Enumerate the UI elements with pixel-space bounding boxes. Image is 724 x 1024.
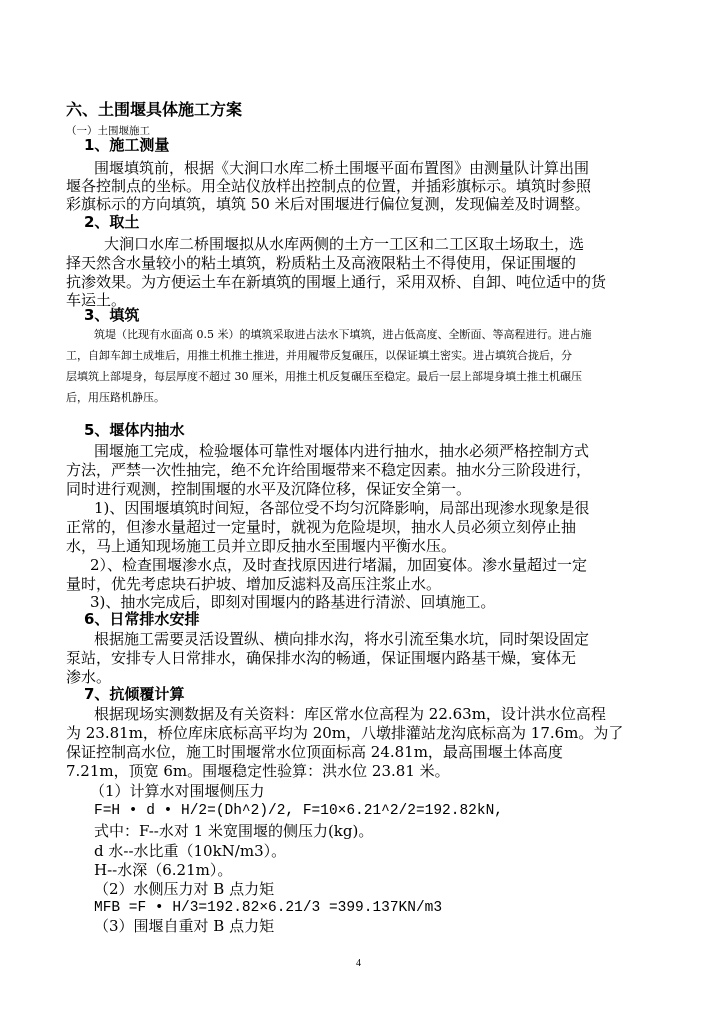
- calc-line: 式中：F--水对 1 米宽围堰的侧压力(kg)。: [94, 822, 374, 840]
- pump-line: 同时进行观测，控制围堰的水平及沉降位移，保证安全第一。: [66, 480, 472, 498]
- calc-paragraph-line: 根据现场实测数据及有关资料：库区常水位高程为 22.63m，设计洪水位高程: [94, 705, 606, 723]
- drain-line: 渗水。: [66, 668, 112, 686]
- calc-formula: F=H • d • H/2=(Dh^2)/2, F=10×6.21^2/2=192.82kN,: [94, 803, 503, 819]
- heading-pump: 5、堰体内抽水: [84, 421, 185, 439]
- calc-line: d 水--水比重（10kN/m3）。: [94, 842, 287, 860]
- borrow-line: 抗渗效果。为方便运土车在新填筑的围堰上通行，采用双桥、自卸、吨位适中的货: [66, 273, 607, 291]
- heading-drain: 6、日常排水安排: [84, 610, 200, 628]
- fill-line: 层填筑上部堤身，每层厚度不超过 30 厘米，用推土机反复碾压至稳定。最后一层上部堤身填土推土机碾压: [66, 370, 582, 383]
- heading-calc: 7、抗倾覆计算: [84, 685, 185, 703]
- borrow-line: 车运土。: [66, 291, 127, 309]
- heading-survey: 1、施工测量: [84, 136, 170, 154]
- pump-line: 1)、因围堰填筑时间短，各部位受不均匀沉降影响，局部出现渗水现象是很: [94, 499, 590, 517]
- pump-line: 量时，优先考虑块石护坡、增加反滤料及高压注浆止水。: [66, 575, 442, 593]
- fill-line: 后，用压路机静压。: [66, 391, 165, 404]
- survey-line: 堰各控制点的坐标。用全站仪放样出控制点的位置，并插彩旗标示。填筑时参照: [66, 177, 592, 195]
- subsection-title: （一）土围堰施工: [66, 125, 150, 137]
- survey-line: 围堰填筑前，根据《大涧口水库二桥土围堰平面布置图》由测量队计算出围: [94, 159, 590, 177]
- calc-formula: MFB =F • H/3=192.82×6.21/3 =399.137KN/m3: [94, 900, 443, 916]
- fill-line: 筑堤（比现有水面高 0.5 米）的填筑采取进占法水下填筑，进占低高度、全断面、等高程进行。进占施: [94, 328, 592, 341]
- drain-line: 泵站，安排专人日常排水，确保排水沟的畅通，保证围堰内路基干燥，宴体无: [66, 649, 577, 667]
- borrow-line: 择天然含水量较小的粘土填筑，粉质粘土及高液限粘土不得使用，保证围堰的: [66, 254, 577, 272]
- calc-line: （2）水侧压力对 B 点力矩: [94, 880, 275, 898]
- heading-fill: 3、填筑: [84, 306, 140, 324]
- fill-line: 工，自卸车卸土成堆后，用推土机推土推进，并用履带反复碾压，以保证填土密实。进占填筑合拢后，分: [66, 349, 572, 362]
- pump-line: 方法，严禁一次性抽完，绝不允许给围堰带来不稳定因素。抽水分三阶段进行，: [66, 461, 592, 479]
- borrow-line: 大涧口水库二桥围堰拟从水库两侧的土方一工区和二工区取土场取土，选: [104, 235, 585, 253]
- page-number: 4: [356, 958, 361, 969]
- heading-borrow: 2、取土: [84, 213, 140, 231]
- calc-line: （3）围堰自重对 B 点力矩: [94, 917, 275, 935]
- pump-line: 围堰施工完成，检验堰体可靠性对堰体内进行抽水，抽水必须严格控制方式: [94, 442, 590, 460]
- calc-paragraph-line: 7.21m，顶宽 6m。围堰稳定性验算：洪水位 23.81 米。: [66, 762, 450, 780]
- pump-line: 3)、抽水完成后，即刻对围堰内的路基进行清淤、回填施工。: [90, 593, 496, 611]
- calc-paragraph-line: 为 23.81m，桥位库床底标高平均为 20m，八墩排灌站龙沟底标高为 17.6m。为了: [66, 724, 624, 742]
- calc-line: H--水深（6.21m）。: [94, 861, 233, 879]
- section-title: 六、土围堰具体施工方案: [66, 100, 243, 119]
- pump-line: 正常的，但渗水量超过一定量时，就视为危险堤坝，抽水人员必须立刻停止抽: [66, 518, 577, 536]
- survey-line: 彩旗标示的方向填筑，填筑 50 米后对围堰进行偏位复测，发现偏差及时调整。: [66, 195, 590, 213]
- calc-paragraph-line: 保证控制高水位，施工时围堰常水位顶面标高 24.81m，最高围堰土体高度: [66, 743, 563, 761]
- pump-line: 水，马上通知现场施工员并立即反抽水至围堰内平衡水压。: [66, 537, 457, 555]
- calc-line: （1）计算水对围堰侧压力: [90, 782, 265, 800]
- drain-line: 根据施工需要灵活设置纵、横向排水沟，将水引流至集水坑，同时架设固定: [94, 630, 590, 648]
- pump-line: 2）、检查围堰渗水点，及时查找原因进行堵漏，加固宴体。渗水量超过一定: [90, 556, 588, 574]
